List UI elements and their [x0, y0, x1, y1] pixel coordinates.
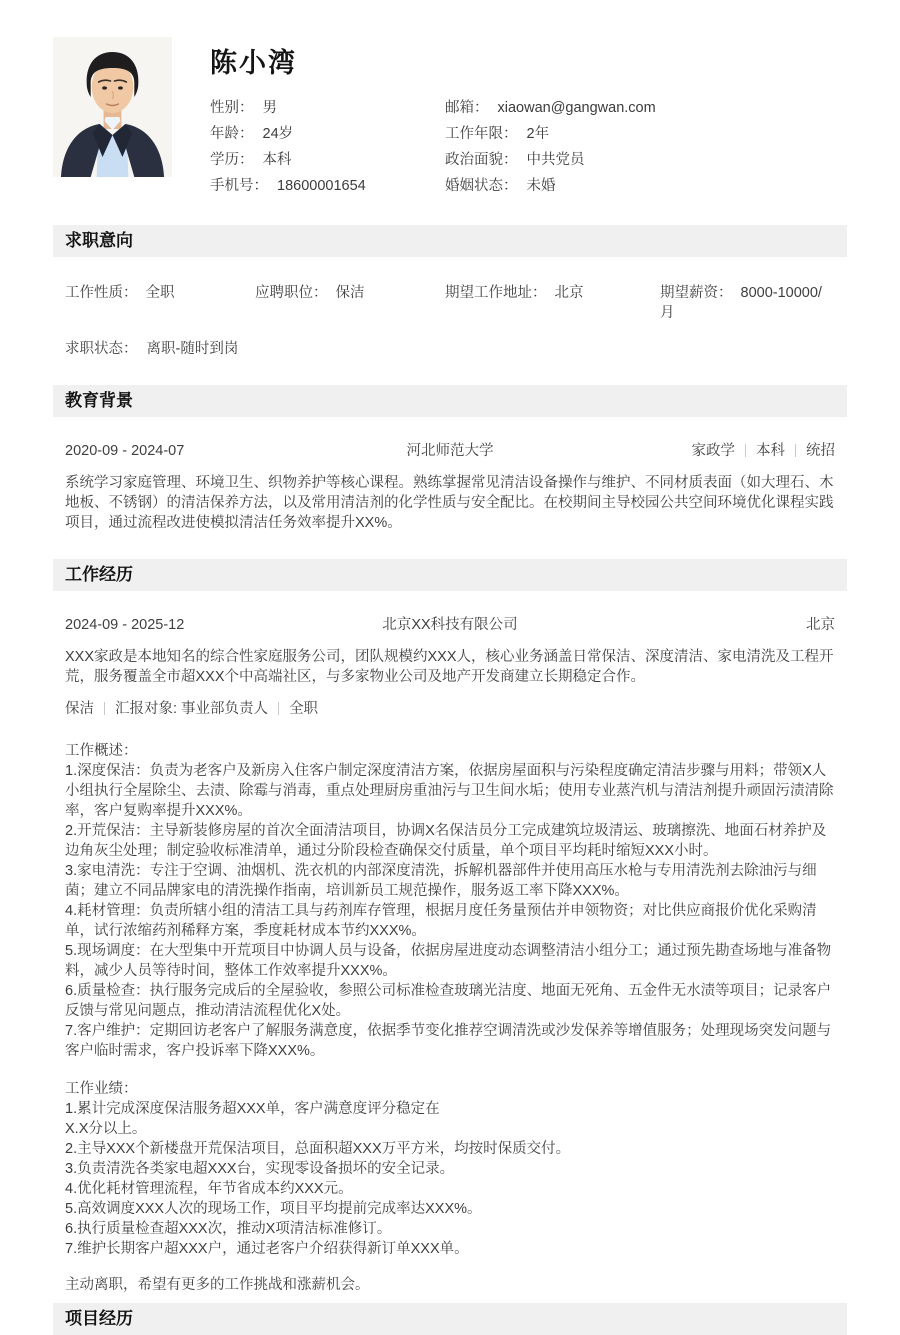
divider — [278, 702, 279, 715]
divider — [745, 444, 746, 457]
education-major: 家政学 — [691, 443, 735, 459]
section-title-job-intent: 求职意向 — [53, 225, 847, 257]
work-duty-item: 2.开荒保洁：主导新装修房屋的首次全面清洁项目，协调X名保洁员分工完成建筑垃圾清运、玻璃擦洗、地面石材养护及边角灰尘处理；制定验收标准清单，通过分阶段检查确保交付质量，单个项目平均耗时缩短XXX小时。 — [65, 823, 827, 859]
info-marital-status: 婚姻状态： 未婚 — [445, 178, 556, 194]
education-period: 2020-09 - 2024-07 — [65, 443, 185, 459]
header-main — [210, 37, 847, 199]
profile-photo — [53, 37, 172, 177]
education-admission-type: 统招 — [806, 443, 835, 459]
work-meta-row — [65, 615, 835, 635]
education-degree: 本科 — [756, 443, 785, 459]
info-age: 年龄： 24岁 — [210, 126, 294, 142]
education-description: 系统学习家庭管理、环境卫生、织物养护等核心课程。熟练掌握常见清洁设备操作与维护、不同材质表面（如大理石、木地板、不锈钢）的清洁保养方法，以及常用清洁剂的化学性质与安全配比。在校期间主导校园公共空间环境优化课程实践项目，通过流程改进使模拟清洁任务效率提升XX%。 — [65, 475, 834, 531]
role-job-type: 全职 — [289, 701, 319, 717]
work-achievement-line: 6.执行质量检查超XXX次，推动X项清洁标准修订。 — [65, 1221, 392, 1237]
work-duty-item: 1.深度保洁：负责为老客户及新房入住客户制定深度清洁方案，依据房屋面积与污染程度确定清洁步骤与用料；带领X人小组执行全屋除尘、去渍、除霉与消毒，重点处理厨房重油污与卫生间水垢；使用专业蒸汽机与清洁剂提升顽固污渍清除率，客户复购率提升XXX%。 — [65, 763, 834, 819]
section-job-intent — [53, 283, 847, 359]
contact-info-right — [445, 95, 656, 199]
work-achievement-line: 2.主导XXX个新楼盘开荒保洁项目，总面积超XXX万平方米，均按时保质交付。 — [65, 1141, 571, 1157]
candidate-name: 陈小湾 — [210, 48, 297, 78]
field-target-location: 期望工作地址： 北京 — [445, 285, 584, 301]
field-target-position: 应聘职位： 保洁 — [255, 285, 365, 301]
role-report-to: 汇报对象: 事业部负责人 — [115, 701, 269, 717]
work-period: 2024-09 - 2025-12 — [65, 617, 185, 633]
work-company: 北京XX科技有限公司 — [382, 617, 518, 633]
education-school: 河北师范大学 — [406, 443, 494, 459]
work-duty-item: 3.家电清洗：专注于空调、油烟机、洗衣机的内部深度清洗，拆解机器部件并使用高压水枪与专用清洗剂去除油污与细菌；建立不同品牌家电的清洗操作指南，培训新员工规范操作，服务返工率下降XXX%。 — [65, 863, 817, 899]
section-work-experience — [53, 615, 847, 1295]
education-meta-row — [65, 441, 835, 461]
section-title-project-experience: 项目经历 — [53, 1303, 847, 1335]
field-expected-salary: 期望薪资： 8000-10000/月 — [660, 285, 822, 321]
education-tags — [494, 441, 836, 461]
work-leaving-reason: 主动离职，希望有更多的工作挑战和涨薪机会。 — [65, 1277, 370, 1293]
work-location: 北京 — [806, 617, 835, 633]
work-overview-label: 工作概述： — [65, 743, 138, 759]
section-title-work-experience: 工作经历 — [53, 559, 847, 591]
job-intent-row — [65, 283, 835, 323]
role-position: 保洁 — [65, 701, 94, 717]
info-experience-years: 工作年限： 2年 — [445, 126, 550, 142]
contact-info-left — [210, 95, 445, 199]
divider — [795, 444, 796, 457]
work-achievement-line: 4.优化耗材管理流程，年节省成本约XXX元。 — [65, 1181, 353, 1197]
work-achievement-line: 1.累计完成深度保洁服务超XXX单，客户满意度评分稳定在 — [65, 1101, 440, 1117]
portrait-illustration — [53, 37, 172, 177]
work-achievement-line: 5.高效调度XXX人次的现场工作，项目平均提前完成率达XXX%。 — [65, 1201, 482, 1217]
field-job-type: 工作性质： 全职 — [65, 285, 175, 301]
work-achievement-line: 3.负责清洗各类家电超XXX台，实现零设备损坏的安全记录。 — [65, 1161, 455, 1177]
work-duty-item: 4.耗材管理：负责所辖小组的清洁工具与药剂库存管理，根据月度任务量预估并申领物资；对比供应商报价优化采购清单，试行浓缩药剂稀释方案，季度耗材成本节约XXX%。 — [65, 903, 817, 939]
section-title-education: 教育背景 — [53, 385, 847, 417]
work-duty-item: 6.质量检查：执行服务完成后的全屋验收，参照公司标准检查玻璃光洁度、地面无死角、五金件无水渍等项目；记录客户反馈与常见问题点，推动清洁流程优化X处。 — [65, 983, 832, 1019]
section-education — [53, 441, 847, 533]
resume-header — [53, 37, 847, 199]
work-achievement-line: 7.维护长期客户超XXX户，通过老客户介绍获得新订单XXX单。 — [65, 1241, 469, 1257]
info-degree: 学历： 本科 — [210, 152, 292, 168]
work-role-line — [65, 699, 835, 719]
field-job-status: 求职状态： 离职-随时到岗 — [65, 341, 239, 357]
work-duty-item: 5.现场调度：在大型集中开荒项目中协调人员与设备，依据房屋进度动态调整清洁小组分工；通过预先勘查场地与准备物料，减少人员等待时间，整体工作效率提升XXX%。 — [65, 943, 832, 979]
divider — [104, 702, 105, 715]
info-phone: 手机号： 18600001654 — [210, 178, 366, 194]
work-achievement-line: X.X分以上。 — [65, 1121, 147, 1137]
contact-info — [210, 95, 847, 199]
work-achievement-label: 工作业绩： — [65, 1081, 138, 1097]
work-duty-item: 7.客户维护：定期回访老客户了解服务满意度，依据季节变化推荐空调清洗或沙发保养等增值服务；处理现场突发问题与客户临时需求，客户投诉率下降XXX%。 — [65, 1023, 832, 1059]
info-political-status: 政治面貌： 中共党员 — [445, 152, 585, 168]
info-email: 邮箱： xiaowan@gangwan.com — [445, 100, 656, 116]
company-intro: XXX家政是本地知名的综合性家庭服务公司，团队规模约XXX人，核心业务涵盖日常保洁、深度清洁、家电清洗及工程开荒，服务覆盖全市超XXX个中高端社区，与多家物业公司及地产开发商建立长期稳定合作。 — [65, 649, 834, 685]
info-gender: 性别： 男 — [210, 100, 277, 116]
